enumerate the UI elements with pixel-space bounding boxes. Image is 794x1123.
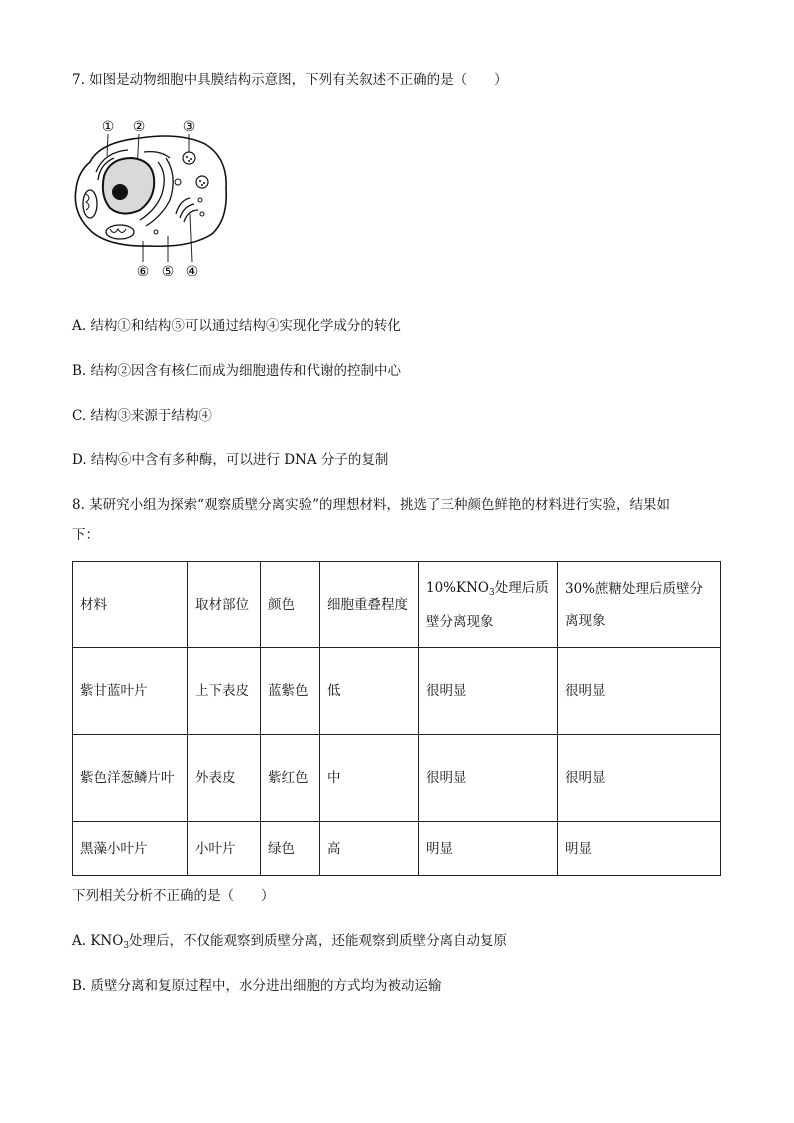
question-8-prompt: 下列相关分析不正确的是（ ） (72, 888, 275, 904)
table-row (73, 735, 721, 822)
cell-kno3: 明显 (419, 822, 558, 876)
table-row (73, 648, 721, 735)
results-table (72, 561, 721, 876)
cell-material: 紫色洋葱鳞片叶 (73, 735, 188, 822)
cell-color: 绿色 (261, 822, 320, 876)
cell-part: 小叶片 (188, 822, 261, 876)
label-1: ① (101, 119, 115, 135)
cell-diagram (70, 114, 240, 284)
header-kno3: $10\%KNO_3$处理后质壁分离现象 (419, 562, 558, 648)
header-material: 材料 (73, 562, 188, 648)
label-5: ⑤ (161, 264, 175, 280)
header-overlap: 细胞重叠程度 (320, 562, 419, 648)
header-part: 取材部位 (188, 562, 261, 648)
cell-sucrose: 明显 (558, 822, 721, 876)
header-sucrose: 30%蔗糖处理后质壁分离现象 (558, 562, 721, 648)
question-8-stem-line1: 8. 某研究小组为探索“观察质壁分离实验”的理想材料，挑选了三种颜色鲜艳的材料进行实验，结果如 (72, 497, 670, 513)
header-color: 颜色 (261, 562, 320, 648)
cell-material: 黑藻小叶片 (73, 822, 188, 876)
label-3: ③ (182, 119, 196, 135)
cell-material: 紫甘蓝叶片 (73, 648, 188, 735)
table-row (73, 822, 721, 876)
cell-color: 蓝紫色 (261, 648, 320, 735)
label-2: ② (132, 119, 146, 135)
q8-option-a: A. $KNO_3$处理后，不仅能观察到质壁分离，还能观察到质壁分离自动复原 (72, 933, 508, 951)
table-header-row (73, 562, 721, 648)
cell-part: 外表皮 (188, 735, 261, 822)
cell-sucrose: 很明显 (558, 648, 721, 735)
question-8-stem-line2: 下： (72, 527, 99, 543)
label-6: ⑥ (136, 264, 150, 280)
cell-part: 上下表皮 (188, 648, 261, 735)
option-c: C. 结构③来源于结构④ (72, 408, 212, 424)
cell-color: 紫红色 (261, 735, 320, 822)
option-a: A. 结构①和结构⑤可以通过结构④实现化学成分的转化 (72, 318, 401, 334)
cell-overlap: 高 (320, 822, 419, 876)
option-b: B. 结构②因含有核仁而成为细胞遗传和代谢的控制中心 (72, 363, 402, 379)
cell-kno3: 很明显 (419, 648, 558, 735)
option-d: D. 结构⑥中含有多种酶，可以进行 DNA 分子的复制 (72, 452, 389, 468)
cell-overlap: 中 (320, 735, 419, 822)
label-4: ④ (185, 264, 199, 280)
cell-sucrose: 很明显 (558, 735, 721, 822)
cell-overlap: 低 (320, 648, 419, 735)
question-7-stem: 7. 如图是动物细胞中具膜结构示意图，下列有关叙述不正确的是（ ） (72, 72, 508, 88)
cell-kno3: 很明显 (419, 735, 558, 822)
q8-option-b: B. 质壁分离和复原过程中，水分进出细胞的方式均为被动运输 (72, 978, 442, 994)
